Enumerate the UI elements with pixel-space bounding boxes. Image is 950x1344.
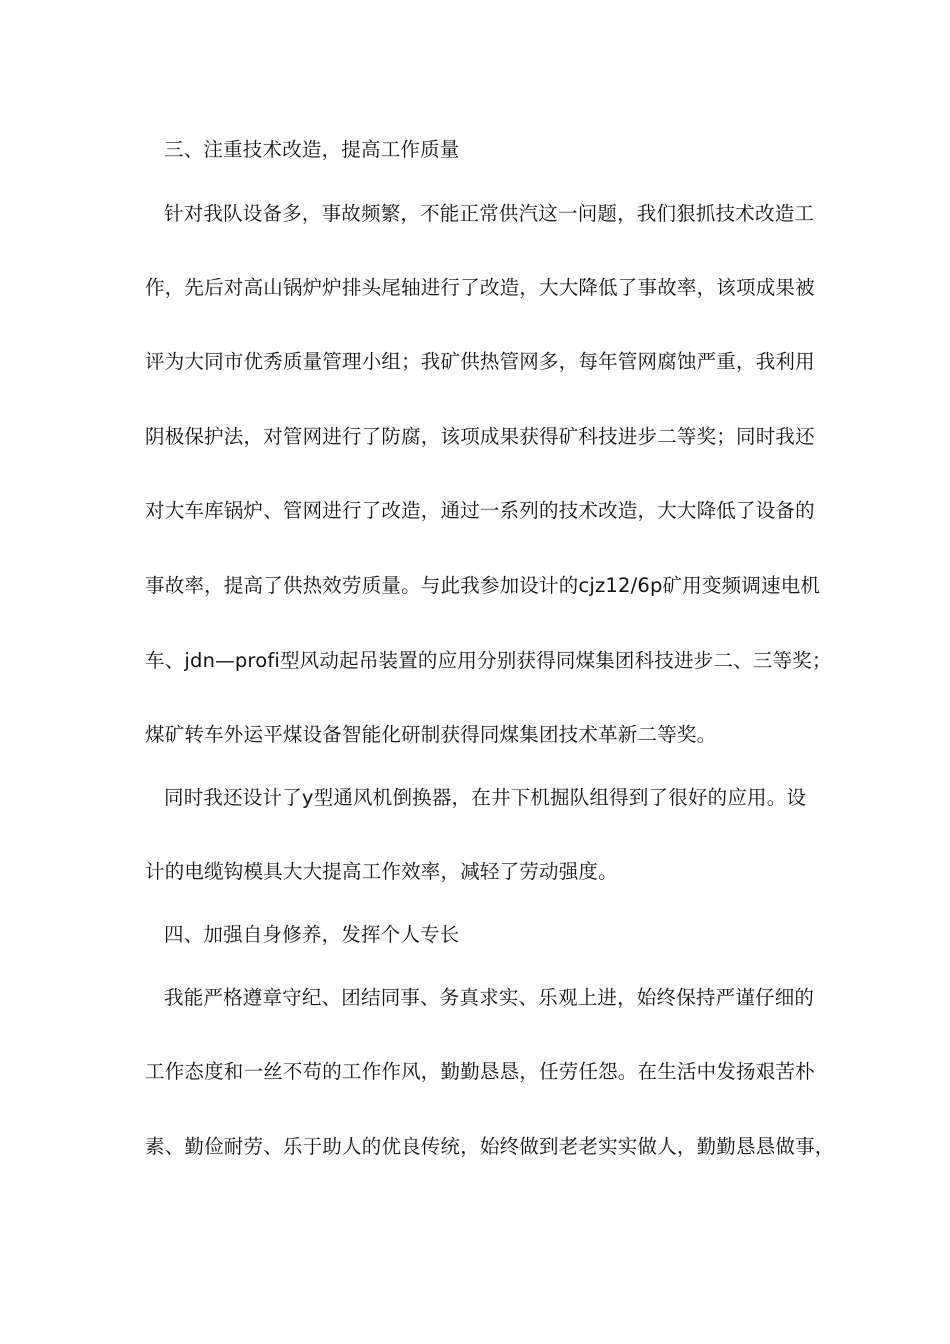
paragraph-line: 事故率，提高了供热效劳质量。与此我参加设计的cjz12/6p矿用变频调速电机 (145, 574, 821, 597)
paragraph-line: 阴极保护法，对管网进行了防腐，该项成果获得矿科技进步二等奖；同时我还 (145, 425, 815, 448)
paragraph-line: 我能严格遵章守纪、团结同事、务真求实、乐观上进，始终保持严谨仔细的 (164, 986, 815, 1009)
paragraph-line: 工作态度和一丝不苟的工作作风，勤勤恳恳，任劳任怨。在生活中发扬艰苦朴 (145, 1060, 815, 1083)
paragraph-line: 煤矿转车外运平煤设备智能化研制获得同煤集团技术革新二等奖。 (145, 723, 717, 746)
paragraph-line: 作，先后对高山锅炉炉排头尾轴进行了改造，大大降低了事故率，该项成果被 (145, 276, 815, 299)
paragraph-line: 同时我还设计了y型通风机倒换器，在井下机掘队组得到了很好的应用。设 (164, 786, 807, 809)
paragraph-line: 素、勤俭耐劳、乐于助人的优良传统，始终做到老老实实做人，勤勤恳恳做事， (145, 1135, 835, 1158)
paragraph-line: 计的电缆钩模具大大提高工作效率，减轻了劳动强度。 (145, 860, 618, 883)
paragraph-line: 车、jdn—profi型风动起吊装置的应用分别获得同煤集团科技进步二、三等奖； (145, 649, 832, 672)
section-heading-3: 三、注重技术改造，提高工作质量 (164, 138, 460, 161)
section-heading-4: 四、加强自身修养，发挥个人专长 (164, 923, 460, 946)
paragraph-line: 评为大同市优秀质量管理小组；我矿供热管网多，每年管网腐蚀严重，我利用 (145, 350, 815, 373)
paragraph-line: 对大车库锅炉、管网进行了改造，通过一系列的技术改造，大大降低了设备的 (145, 499, 815, 522)
paragraph-line: 针对我队设备多，事故频繁，不能正常供汽这一问题，我们狠抓技术改造工 (164, 202, 815, 225)
